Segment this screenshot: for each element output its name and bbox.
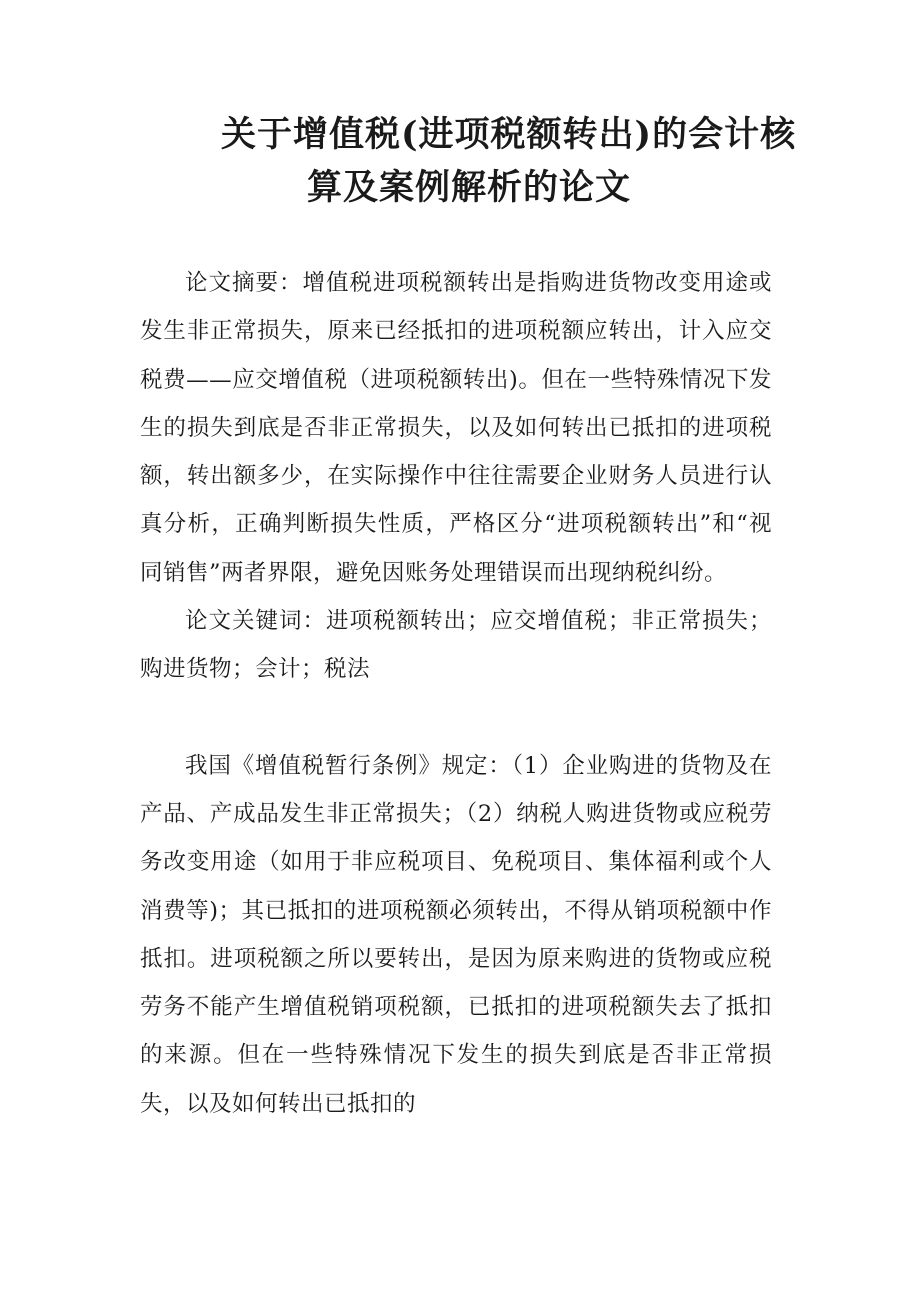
title-line-1: 关于增值税(进项税额转出)的会计核 [221,114,797,155]
abstract-paragraph: 论文摘要：增值税进项税额转出是指购进货物改变用途或发生非正常损失，原来已经抵扣的进项税额应转出，计入应交税费——应交增值税（进项税额转出)。但在一些特殊情况下发生的损失到底是否非正常损失，以及如何转出已抵扣的进项税额，转出额多少，在实际操作中往往需要企业财务人员进行认真分析，正确判断损失性质，严格区分“进项税额转出”和“视同销售”两者界限，避免因账务处理错误而出现纳税纠纷。 [140,270,772,586]
body-paragraph: 我国《增值税暂行条例》规定：（1）企业购进的货物及在产品、产成品发生非正常损失；（2）纳税人购进货物或应税劳务改变用途（如用于非应税项目、免税项目、集体福利或个人消费等)；其已抵扣的进项税额必须转出，不得从销项税额中作抵扣。进项税额之所以要转出，是因为原来购进的货物或应税劳务不能产生增值税销项税额，已抵扣的进项税额失去了抵扣的来源。但在一些特殊情况下发生的损失到底是否非正常损失，以及如何转出已抵扣的 [140,752,772,1117]
keywords-paragraph: 论文关键词：进项税额转出；应交增值税；非正常损失；购进货物；会计；税法 [140,608,772,683]
document-title [0,108,920,214]
document-body [140,259,772,1128]
title-line-2: 算及案例解析的论文 [307,167,632,208]
